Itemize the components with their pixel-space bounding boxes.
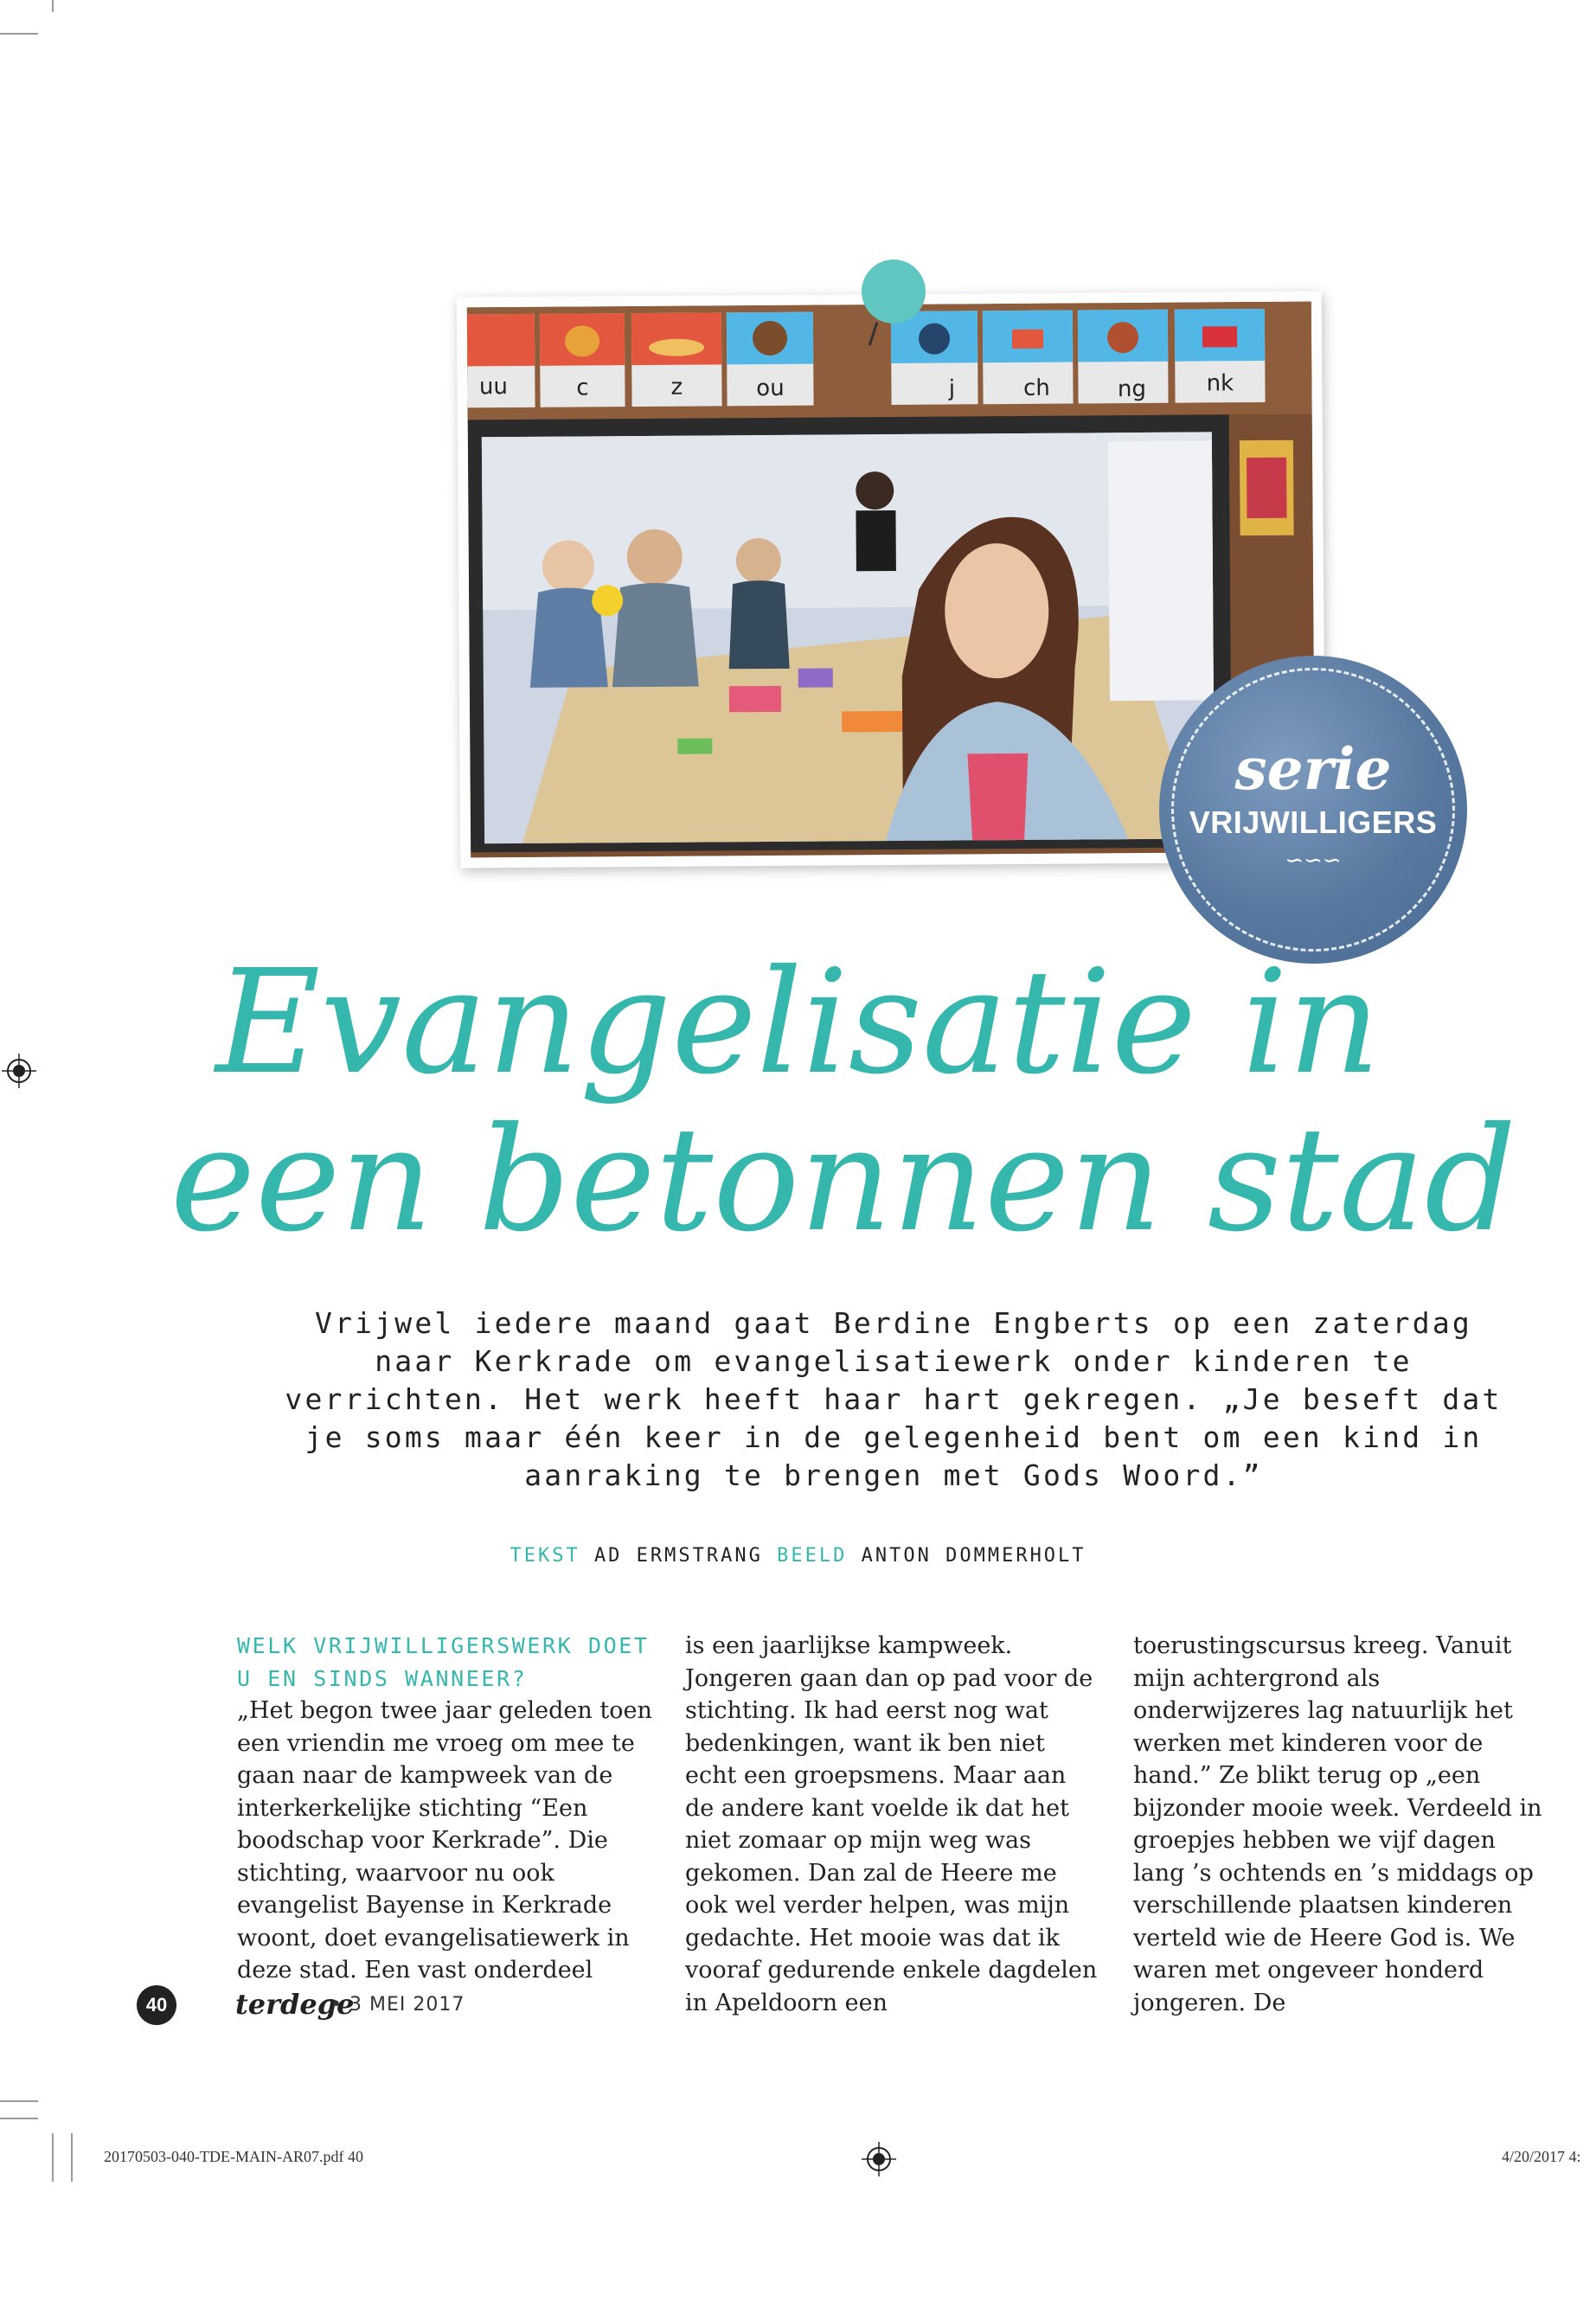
magazine-logo: terdege bbox=[235, 1988, 355, 2021]
interview-question: WELK VRIJWILLIGERSWERK DOET U EN SINDS WANNEER? bbox=[237, 1633, 650, 1691]
crop-mark bbox=[52, 0, 54, 12]
column-3-text: toerustingscursus kreeg. Vanuit mijn achtergrond als onderwijzeres lag natuurlijk het werken met kinderen voor de hand.” Ze blikt terug op „een bijzonder mooie week. Verdeeld in groepjes hebben we vijf dagen lang ’s ochtends en ’s middags op verschillende plaatsen kinderen verteld wie de Heere God is. We waren met ongeveer honderd jongeren. De bbox=[1133, 1632, 1542, 2016]
column-1-text: „Het begon twee jaar geleden toen een vriendin me vroeg om mee te gaan naar de kampweek van de interkerkelijke stichting “Een boodschap voor Kerkrade”. Die stichting, waarvoor nu ook evangelist Bayense in Kerkrade woont, doet evangelisatiewerk in deze stad. Een vast onderdeel bbox=[237, 1697, 652, 1984]
article-title-line1: Evangelisatie in bbox=[215, 939, 1381, 1106]
credit-tekst-label: TEKST bbox=[510, 1545, 580, 1567]
print-slug-file: 20170503-040-TDE-MAIN-AR07.pdf 40 bbox=[104, 2148, 363, 2165]
body-column-1 bbox=[237, 1630, 652, 1987]
badge-series-name: VRIJWILLIGERS bbox=[1189, 804, 1438, 840]
credit-beeld-name: ANTON DOMMERHOLT bbox=[861, 1545, 1086, 1567]
article-title-line2: een betonnen stad bbox=[170, 1097, 1517, 1264]
print-slug-date: 4/20/2017 4: bbox=[1502, 2148, 1581, 2165]
issue-date: • 3 MEI 2017 bbox=[330, 1994, 465, 2016]
crop-mark bbox=[0, 33, 38, 35]
body-column-2 bbox=[685, 1630, 1100, 2019]
pushpin-icon bbox=[862, 260, 926, 324]
crop-mark bbox=[0, 2118, 38, 2119]
serie-badge bbox=[1159, 656, 1467, 964]
card-label: c bbox=[576, 375, 589, 401]
crop-mark bbox=[52, 2133, 54, 2182]
badge-serie-label: serie bbox=[1234, 735, 1392, 803]
article-credits bbox=[0, 1545, 1596, 1567]
article-intro: Vrijwel iedere maand gaat Berdine Engberts op een zaterdag naar Kerkrade om evangelisatiewerk onder kinderen te verrichten. Het werk heeft haar hart gekregen. „Je beseft dat je soms maar één keer in de gelegenheid bent om een kind in aanraking te brengen met Gods Woord.” bbox=[285, 1306, 1503, 1492]
registration-mark-icon bbox=[862, 2142, 896, 2176]
card-label: uu bbox=[478, 374, 509, 401]
card-label: z bbox=[670, 374, 683, 401]
registration-mark-icon bbox=[2, 1054, 36, 1088]
body-column-3 bbox=[1133, 1630, 1548, 2019]
page-number: 40 bbox=[137, 1985, 176, 2025]
crop-mark bbox=[0, 2100, 38, 2102]
crop-mark bbox=[71, 2133, 73, 2182]
card-label: j bbox=[948, 375, 956, 402]
card-label: nk bbox=[1206, 370, 1234, 397]
card-label: ou bbox=[756, 375, 785, 402]
column-2-text: is een jaarlijkse kampweek. Jongeren gaan dan op pad voor de stichting. Ik had eerst nog wat bedenkingen, want ik ben niet echt een groepsmens. Maar aan de andere kant voelde ik dat het niet zomaar op mijn weg was gekomen. Dan zal de Heere me ook wel verder helpen, was mijn gedachte. Het mooie was dat ik vooraf gedurende enkele dagdelen in Apeldoorn een bbox=[685, 1632, 1098, 2016]
credit-tekst-name: AD ERMSTRANG bbox=[593, 1545, 763, 1567]
swirl-icon: ∽∽∽ bbox=[1285, 848, 1342, 874]
card-label: ch bbox=[1022, 375, 1050, 401]
card-label: ng bbox=[1117, 375, 1147, 403]
credit-beeld-label: BEELD bbox=[777, 1545, 848, 1567]
